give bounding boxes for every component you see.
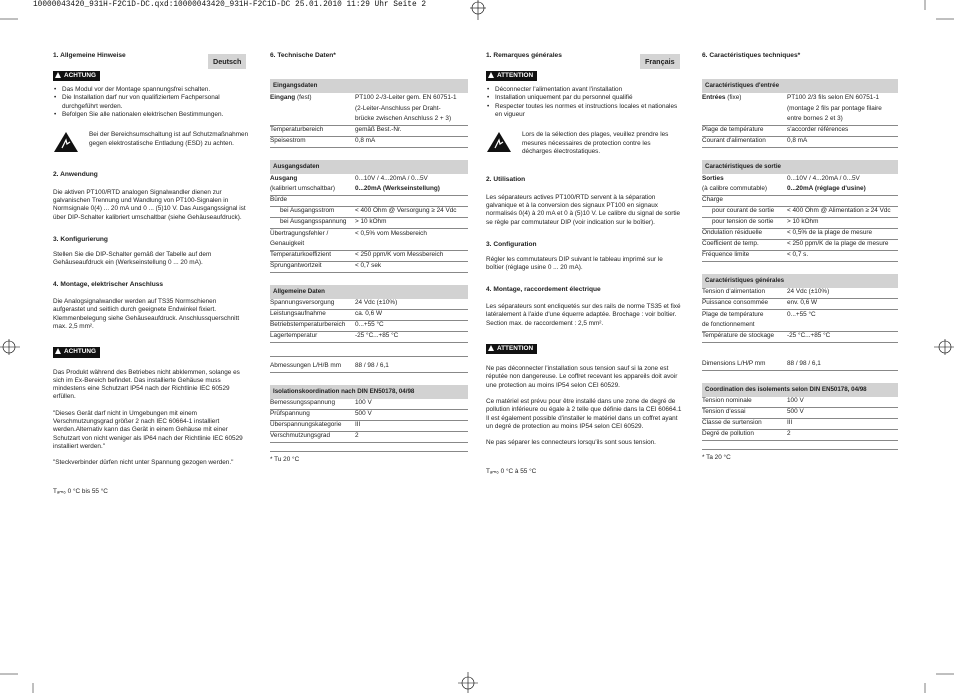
warning-label: ACHTUNG bbox=[53, 71, 100, 81]
list-item: • Die Installation darf nur von qualifiziertem Fachpersonal durchgeführt werden. bbox=[53, 94, 249, 111]
table-row: Temperaturkoeffizient < 250 ppm/K vom Messbereich bbox=[270, 251, 468, 262]
section-title: 3. Configuration bbox=[486, 241, 537, 249]
table-row: Entrées (fixe) PT100 2/3 fils selon EN 60751-1 bbox=[702, 94, 880, 102]
table-section-header: Caractéristiques générales bbox=[702, 274, 898, 288]
table-row: Sorties 0...10V / 4...20mA / 0...5V bbox=[702, 175, 860, 183]
table-row bbox=[270, 443, 468, 452]
bullet-list bbox=[486, 86, 682, 119]
table-section-header: Eingangsdaten bbox=[270, 79, 468, 93]
table-row: bei Ausgangsstrom < 400 Ohm @ Versorgung ≥ 24 Vdc bbox=[270, 207, 468, 218]
table-row: Abmessungen L/H/B mm 88 / 98 / 6,1 bbox=[270, 357, 468, 373]
paragraph: Stellen Sie die DIP-Schalter gemäß der Tabelle auf dem Gehäuseaufdruck ein (Werkseinstellung 0 ... 20 mA). bbox=[53, 250, 212, 266]
paragraph: Die aktiven PT100/RTD analogen Signalwandler dienen zur galvanischen Trennung und Wandlung von PT100-Signalen in Normsignale 0(4) ... 20 mA und 0 ... (5)10 V. Das Ausgangssignal ist über DIP-Schalter kalibriert umschaltbar (siehe Gehäuseaufdruck). bbox=[53, 188, 246, 221]
table-row: Ondulation résiduelle < 0,5% de la plage de mesure bbox=[702, 229, 898, 240]
french-technical-data bbox=[702, 52, 898, 462]
table-row: bei Ausgangsspannung > 10 kOhm bbox=[270, 218, 468, 229]
table-row: Charge bbox=[702, 196, 898, 207]
section-title: 4. Montage, raccordement électrique bbox=[486, 286, 601, 294]
table-row: de fonctionnement bbox=[702, 321, 898, 332]
list-item: • Déconnecter l'alimentation avant l'installation bbox=[486, 86, 682, 94]
table-row: pour tension de sortie > 10 kOhm bbox=[702, 218, 898, 229]
table-row: entre bornes 2 et 3) bbox=[702, 115, 898, 126]
table-row: Betriebstemperaturbereich 0...+55 °C bbox=[270, 321, 468, 332]
table-section-header: Allgemeine Daten bbox=[270, 285, 468, 299]
table-row: (montage 2 fils par pontage filaire bbox=[787, 105, 882, 113]
section-title: 2. Anwendung bbox=[53, 171, 98, 179]
paragraph: "Steckverbinder dürfen nicht unter Spannung gezogen werden." bbox=[53, 459, 234, 467]
table-row: Courant d'alimentation 0,8 mA bbox=[702, 137, 898, 148]
paragraph: "Dieses Gerät darf nicht in Umgebungen mit einem Verschmutzungsgrad größer 2 nach IEC 60664-1 installiert werden.Alternativ kann das Gerät in einem Gehäuse mit einer Schutzart von nicht weniger als IP64 nach der Richtlinie IEC 60529 installiert werden." bbox=[53, 409, 243, 451]
section-title: 2. Utilisation bbox=[486, 176, 526, 184]
section-title: 4. Montage, elektrischer Anschluss bbox=[53, 281, 164, 289]
section-title: 1. Allgemeine Hinweise bbox=[53, 52, 126, 59]
table-section-header: Coordination des isolements selon DIN EN50178, 04/98 bbox=[702, 383, 898, 397]
warning-icon bbox=[488, 72, 494, 78]
table-row: Classe de surtension III bbox=[702, 419, 898, 430]
file-header: 10000043420_931H-F2C1D-DC.qxd:10000043420_931H-F2C1D-DC 25.01.2010 11:29 Uhr Seite 2 bbox=[33, 1, 427, 9]
section-title: 6. Caractéristiques techniques* bbox=[702, 52, 801, 59]
table-row: Verschmutzungsgrad 2 bbox=[270, 432, 468, 443]
table-row: Speisestrom 0,8 mA bbox=[270, 137, 468, 148]
esd-note: Bei der Bereichsumschaltung ist auf Schutzmaßnahmen gegen elektrostatische Entladung (ESD) zu achten. bbox=[89, 131, 249, 147]
footnote: * Ta 20 °C bbox=[702, 453, 731, 461]
table-row: Übertragungsfehler / < 0,5% vom Messbereich bbox=[270, 230, 427, 238]
table-row: Fréquence limite < 0,7 s. bbox=[702, 251, 898, 262]
table-section-header: Caractéristiques d'entrée bbox=[702, 79, 898, 93]
table-section-header: Ausgangsdaten bbox=[270, 160, 468, 174]
esd-warning-icon bbox=[53, 131, 79, 153]
warning-label: ACHTUNG bbox=[53, 347, 100, 357]
table-row bbox=[270, 343, 468, 357]
table-row: Leistungsaufnahme ca. 0,6 W bbox=[270, 310, 468, 321]
language-badge: Deutsch bbox=[208, 54, 246, 69]
section-title: 6. Technische Daten* bbox=[270, 52, 336, 59]
table-row: brücke zwischen Anschluss 2 + 3) bbox=[270, 115, 468, 126]
table-row: Prüfspannung 500 V bbox=[270, 410, 468, 421]
list-item: • Respecter toutes les normes et instructions locales et nationales en vigueur bbox=[486, 103, 682, 120]
warning-icon bbox=[55, 72, 61, 78]
table-row: Bemessungsspannung 100 V bbox=[270, 399, 468, 410]
esd-note: Lors de la sélection des plages, veuillez prendre les mesures nécessaires de protection contre les décharges électrostatiques. bbox=[522, 131, 669, 155]
table-row: Sprungantwortzeit < 0,7 sek bbox=[270, 262, 468, 273]
paragraph: Les séparateurs sont encliquetés sur des rails de norme TS35 et fixé latéralement à l'aide d'une équerre adaptée. Brochage : voir boîtier. Section max. de raccordement : 2,5 mm². bbox=[486, 302, 681, 327]
table-row: Température de stockage -25 °C...+85 °C bbox=[702, 332, 898, 343]
french-instructions bbox=[486, 52, 682, 476]
list-item: • Installation uniquement par du personnel qualifié bbox=[486, 94, 682, 102]
table-row: Lagertemperatur -25 °C...+85 °C bbox=[270, 332, 468, 343]
paragraph: Les séparateurs actives PT100/RTD servent à la séparation galvanique et à la conversion des signaux PT100 en signaux normalisés 0(4) à 20 mA et 0 à (5)10 V. Le calibre du signal de sortie se règle par commutateur DIP (voir indication sur le boîtier). bbox=[486, 193, 681, 226]
table-row: Bürde bbox=[270, 196, 468, 207]
language-badge: Français bbox=[640, 54, 680, 69]
table-section-header: Isolationskoordination nach DIN EN50178, 04/98 bbox=[270, 385, 468, 399]
table-row bbox=[702, 441, 898, 450]
footnote: * Tu 20 °C bbox=[270, 455, 300, 463]
paragraph: Ce matériel est prévu pour être installé dans une zone de degré de pollution inférieure ou égale à 2 telle que définie dans la CEI 60664.1 Il est également possible d'installer le matériel dans un coffret ayant un degré de protection au moins IP54 selon CEI 60529. bbox=[486, 398, 682, 431]
table-section-header: Caractéristiques de sortie bbox=[702, 160, 898, 174]
table-row: Coefficient de temp. < 250 ppm/K de la plage de mesure bbox=[702, 240, 898, 251]
german-technical-data bbox=[270, 52, 468, 464]
warning-label: ATTENTION bbox=[486, 71, 537, 81]
table-row: Genauigkeit bbox=[270, 240, 468, 251]
table-row: Überspannungskategorie III bbox=[270, 421, 468, 432]
paragraph: Das Produkt während des Betriebes nicht abklemmen, solange es sich im Ex-Bereich befindet. Das installierte Gehäuse muss mindestens eine Schutzart IP54 nach der Richtlinie IEC 60529 erfüllen. bbox=[53, 368, 240, 401]
table-row: Ausgang 0...10V / 4...20mA / 0...5V bbox=[270, 175, 428, 183]
table-row: pour courant de sortie < 400 Ohm @ Alimentation ≥ 24 Vdc bbox=[702, 207, 898, 218]
table-row: Tension nominale 100 V bbox=[702, 397, 898, 408]
list-item: • Befolgen Sie alle nationalen elektrischen Bestimmungen. bbox=[53, 111, 249, 119]
table-row: (2-Leiter-Anschluss per Draht- bbox=[355, 105, 441, 113]
table-row: Tension d'essai 500 V bbox=[702, 408, 898, 419]
table-row: Eingang (fest) PT100 2-/3-Leiter gem. EN 60751-1 bbox=[270, 94, 457, 102]
ambient-temperature: Tₐₘ₆ 0 °C bis 55 °C bbox=[53, 487, 108, 495]
table-row: (kalibriert umschaltbar) 0...20mA (Werkseinstellung) bbox=[270, 185, 468, 196]
table-row: Degré de pollution 2 bbox=[702, 430, 898, 441]
ambient-temperature: Tₐₘ₆ 0 °C à 55 °C bbox=[486, 467, 537, 475]
section-title: 3. Konfigurierung bbox=[53, 236, 108, 244]
paragraph: Die Analogsignalwandler werden auf TS35 Normschienen aufgerastet und seitlich durch geeignete Endwinkel fixiert. Klemmenbelegung siehe Gehäuseaufdruck. Anschlussquerschnitt max. 2,5 mm². bbox=[53, 297, 240, 330]
table-row: Puissance consommée env. 0,6 W bbox=[702, 299, 898, 310]
section-title: 1. Remarques générales bbox=[486, 52, 562, 59]
table-row: Spannungsversorgung 24 Vdc (±10%) bbox=[270, 299, 468, 310]
bullet-list bbox=[53, 86, 249, 119]
warning-label: ATTENTION bbox=[486, 344, 537, 354]
table-row: (à calibre commutable) 0...20mA (réglage d'usine) bbox=[702, 185, 898, 196]
paragraph: Ne pas séparer les connecteurs lorsqu'ils sont sous tension. bbox=[486, 439, 656, 447]
german-instructions bbox=[53, 52, 249, 496]
warning-icon bbox=[488, 345, 494, 351]
table-row: Tension d'alimentation 24 Vdc (±10%) bbox=[702, 288, 898, 299]
paragraph: Régler les commutateurs DIP suivant le tableau imprimé sur le boîtier (réglage usine 0 ... 20 mA). bbox=[486, 255, 663, 271]
table-row: Plage de température 0...+55 °C bbox=[702, 311, 816, 319]
table-row: Temperaturbereich gemäß Best.-Nr. bbox=[270, 126, 468, 137]
table-row: Dimensions L/H/P mm 88 / 98 / 6,1 bbox=[702, 343, 898, 371]
paragraph: Ne pas déconnecter l'installation sous tension sauf si la zone est réputée non dangereuse. Le coffret recevant les appareils doit avoir une protection au moins IP54 selon CEI 60529. bbox=[486, 365, 678, 389]
list-item: • Das Modul vor der Montage spannungsfrei schalten. bbox=[53, 86, 249, 94]
table-row: Plage de température s'accorder références bbox=[702, 126, 898, 137]
warning-icon bbox=[55, 348, 61, 354]
esd-warning-icon bbox=[486, 131, 512, 153]
